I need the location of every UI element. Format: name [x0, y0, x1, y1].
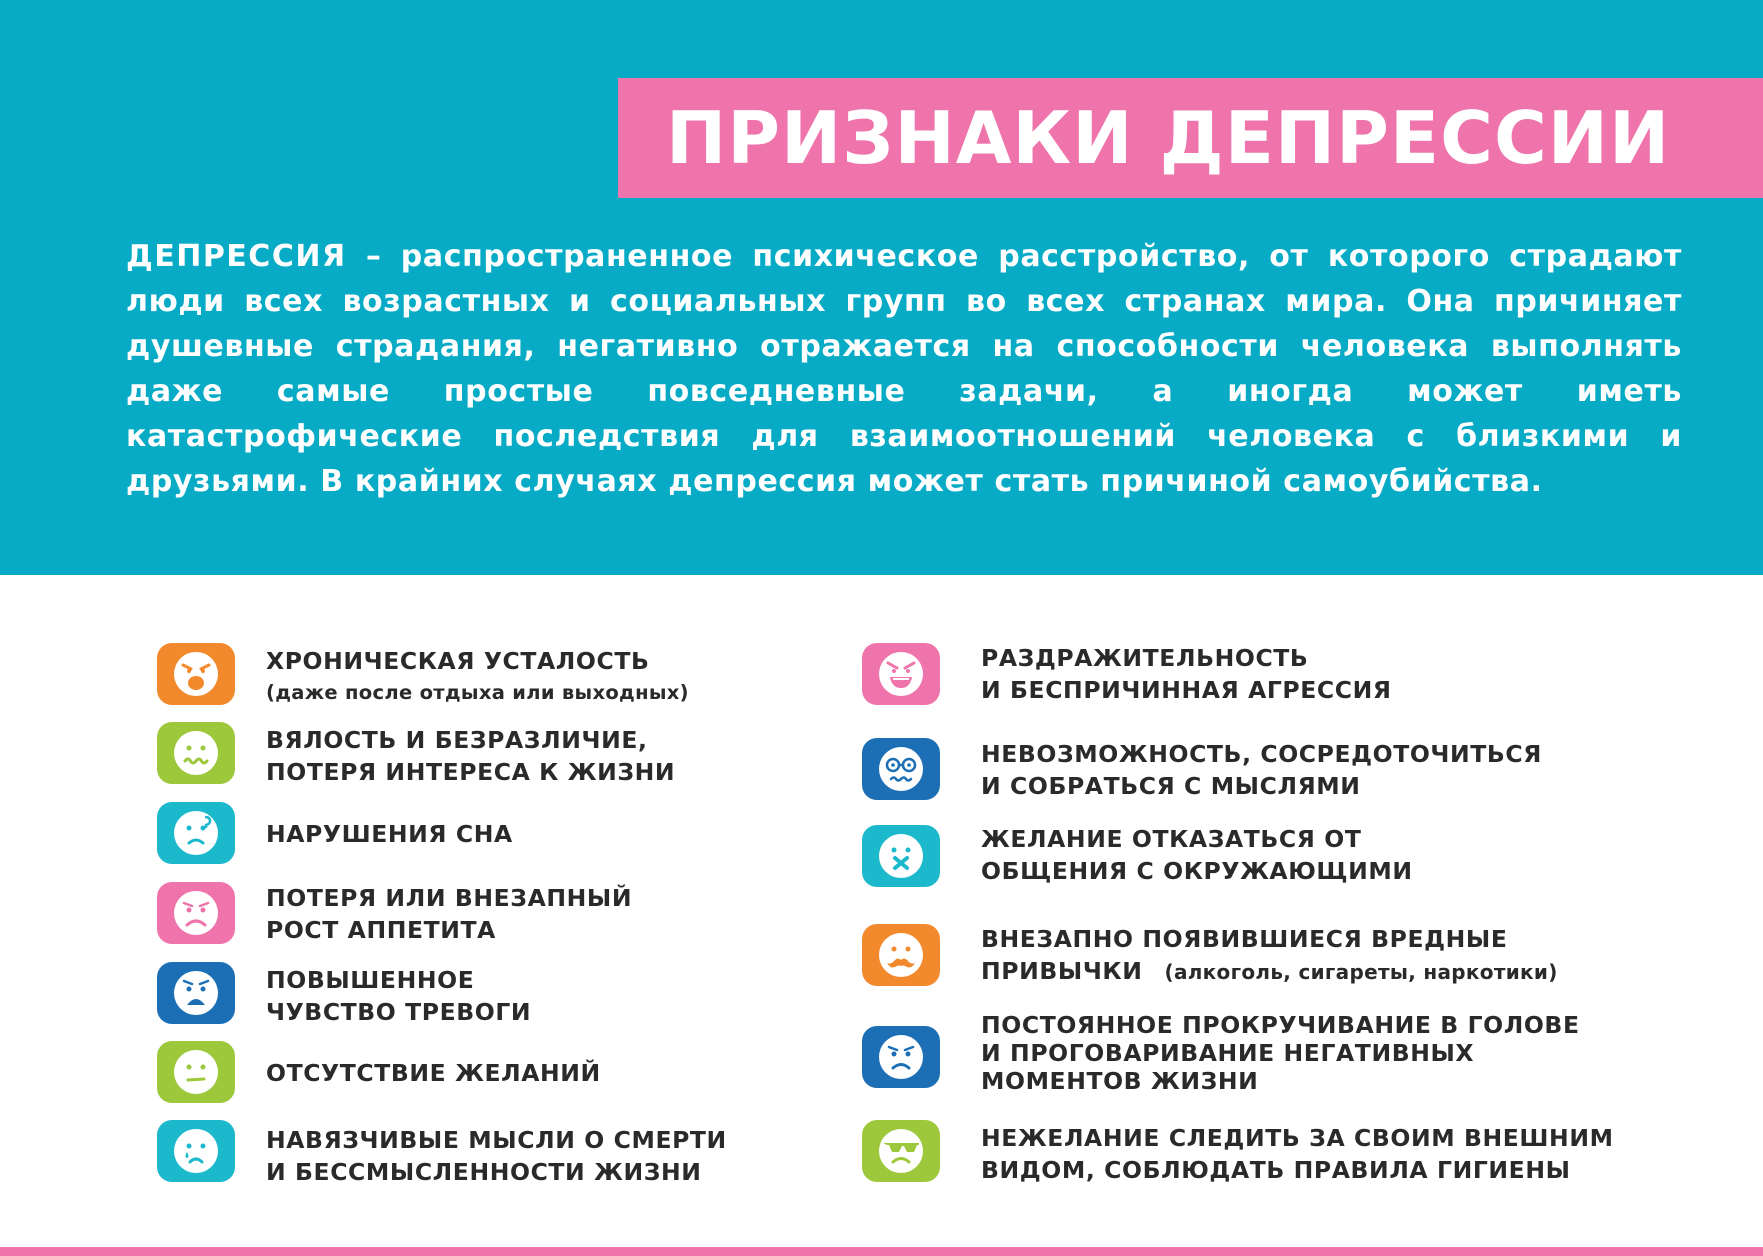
symptom-title: РОСТ АППЕТИТА: [266, 916, 496, 944]
sunglasses-face-icon: [862, 1120, 940, 1182]
page-title: ПРИЗНАКИ ДЕПРЕССИИ: [666, 96, 1671, 180]
symptom-item: [266, 645, 689, 709]
symptom-title: ВИДОМ, СОБЛЮДАТЬ ПРАВИЛА ГИГИЕНЫ: [981, 1156, 1571, 1184]
symptom-title: ПОТЕРЯ ИЛИ ВНЕЗАПНЫЙ: [266, 884, 633, 912]
symptom-title: И ПРОГОВАРИВАНИЕ НЕГАТИВНЫХ: [981, 1039, 1475, 1067]
symptom-note: (даже после отдыха или выходных): [266, 681, 689, 704]
symptom-item: [981, 923, 1558, 988]
symptom-item: [981, 1011, 1580, 1095]
symptom-title: И БЕССМЫСЛЕННОСТИ ЖИЗНИ: [266, 1158, 702, 1186]
neutral-face-icon: [157, 1041, 235, 1103]
symptom-title: НАРУШЕНИЯ СНА: [266, 820, 513, 848]
symptom-note: (алкоголь, сигареты, наркотики): [1164, 960, 1558, 984]
symptom-item: [981, 823, 1413, 887]
symptom-title: ПОСТОЯННОЕ ПРОКРУЧИВАНИЕ В ГОЛОВЕ: [981, 1011, 1580, 1039]
symptom-item: [266, 724, 675, 788]
symptom-item: [266, 882, 632, 946]
symptom-title: ПРИВЫЧКИ: [981, 957, 1143, 985]
worried-face-icon: [862, 1026, 940, 1088]
anxious-face-icon: [157, 962, 235, 1024]
crying-face-icon: [157, 1120, 235, 1182]
symptom-title: ЧУВСТВО ТРЕВОГИ: [266, 998, 532, 1026]
symptom-item: [981, 738, 1542, 802]
symptom-title: ХРОНИЧЕСКАЯ УСТАЛОСТЬ: [266, 647, 650, 675]
symptom-title: И СОБРАТЬСЯ С МЫСЛЯМИ: [981, 772, 1361, 800]
symptom-title: ПОВЫШЕННОЕ: [266, 966, 475, 994]
symptom-item: [266, 964, 531, 1028]
shouting-face-icon: [157, 643, 235, 705]
intro-text: – распространенное психическое расстройство, от которого страдают люди всех возрастных и социальных групп во всех странах мира. Она причиняет душевные страдания, негативно отражается на способности человека выполнять даже самые простые повседневные задачи, а иногда может иметь катастрофические последствия для взаимоотношений человека с близкими и друзьями. В крайних случаях депрессия может стать причиной самоубийства.: [126, 239, 1682, 499]
symptom-title: ВЯЛОСТЬ И БЕЗРАЗЛИЧИЕ,: [266, 726, 648, 754]
wavy-mouth-face-icon: [157, 722, 235, 784]
sad-face-icon: [157, 882, 235, 944]
symptom-item: [266, 818, 513, 850]
symptom-title: РАЗДРАЖИТЕЛЬНОСТЬ: [981, 644, 1309, 672]
symptom-title: ЖЕЛАНИЕ ОТКАЗАТЬСЯ ОТ: [981, 825, 1362, 853]
symptom-title: НЕЖЕЛАНИЕ СЛЕДИТЬ ЗА СВОИМ ВНЕШНИМ: [981, 1124, 1614, 1152]
confused-face-icon: [157, 802, 235, 864]
angry-grin-face-icon: [862, 643, 940, 705]
symptom-item: [266, 1124, 727, 1188]
symptom-item: [266, 1057, 601, 1089]
mustache-face-icon: [862, 924, 940, 986]
symptom-item: [981, 642, 1392, 706]
symptom-title: НАВЯЗЧИВЫЕ МЫСЛИ О СМЕРТИ: [266, 1126, 727, 1154]
symptom-title: ВНЕЗАПНО ПОЯВИВШИЕСЯ ВРЕДНЫЕ: [981, 925, 1508, 953]
intro-lead: ДЕПРЕССИЯ: [126, 239, 347, 274]
symptom-title: ПОТЕРЯ ИНТЕРЕСА К ЖИЗНИ: [266, 758, 676, 786]
symptom-title: И БЕСПРИЧИННАЯ АГРЕССИЯ: [981, 676, 1392, 704]
symptom-item: [981, 1122, 1614, 1186]
symptom-title: НЕВОЗМОЖНОСТЬ, СОСРЕДОТОЧИТЬСЯ: [981, 740, 1542, 768]
symptom-title: МОМЕНТОВ ЖИЗНИ: [981, 1067, 1259, 1095]
muted-face-icon: [862, 825, 940, 887]
intro-paragraph: [126, 234, 1682, 504]
symptom-title: ОТСУТСТВИЕ ЖЕЛАНИЙ: [266, 1059, 601, 1087]
bottom-strip: [0, 1247, 1763, 1256]
symptom-title: ОБЩЕНИЯ С ОКРУЖАЮЩИМИ: [981, 857, 1413, 885]
glasses-face-icon: [862, 738, 940, 800]
